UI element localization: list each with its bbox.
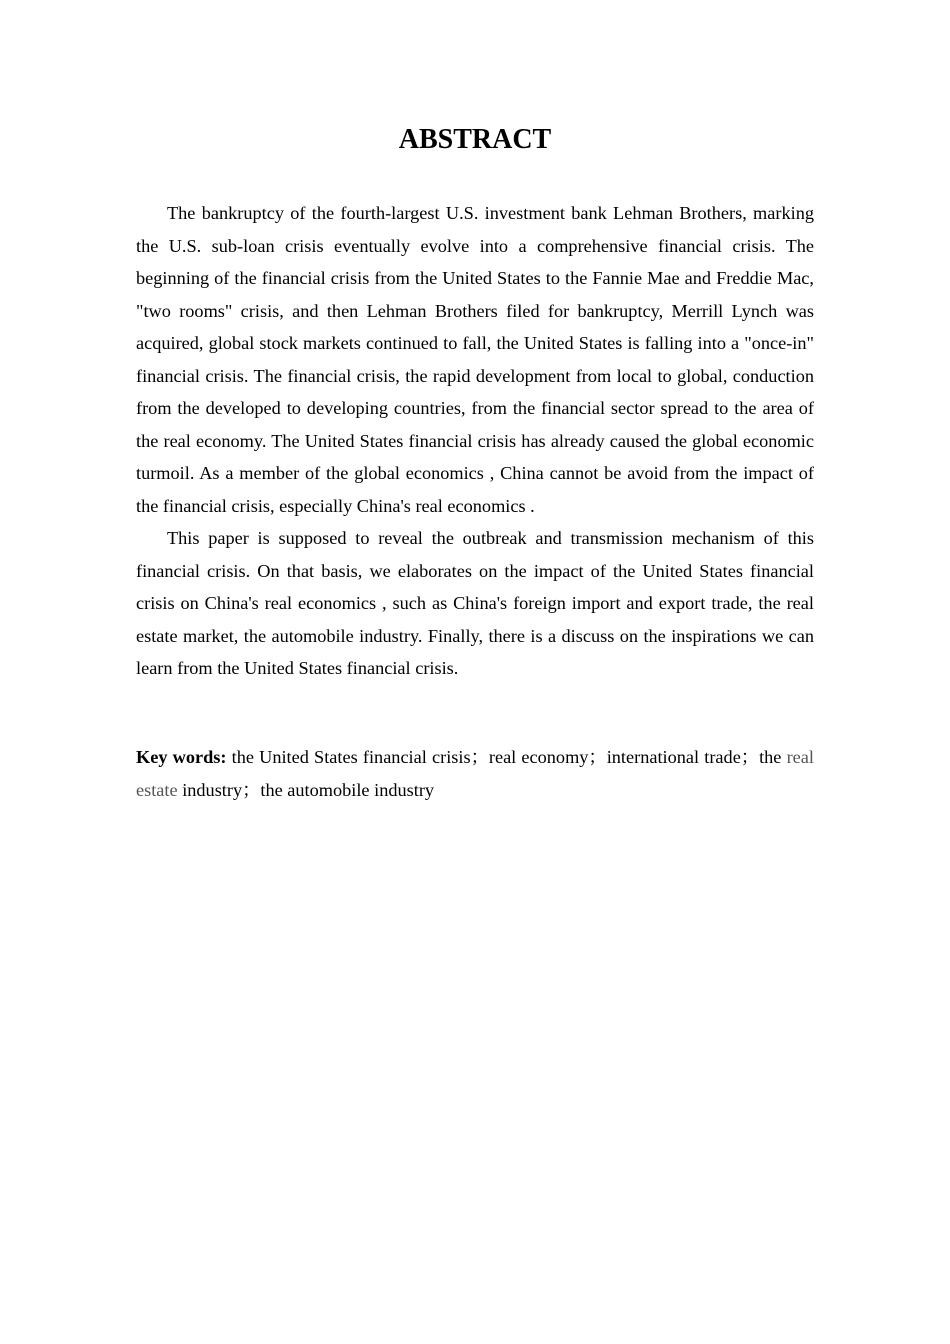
keywords-text-2: industry；the automobile industry bbox=[177, 779, 435, 800]
abstract-body bbox=[136, 197, 814, 685]
abstract-paragraph-1: The bankruptcy of the fourth-largest U.S. investment bank Lehman Brothers, marking the U.S. sub-loan crisis eventually evolve into a comprehensive financial crisis. The beginning of the financial crisis from the United States to the Fannie Mae and Freddie Mac, "two rooms" crisis, and then Lehman Brothers filed for bankruptcy, Merrill Lynch was acquired, global stock markets continued to fall, the United States is falling into a "once-in" financial crisis. The financial crisis, the rapid development from local to global, conduction from the developed to developing countries, from the financial sector spread to the area of the real economy. The United States financial crisis has already caused the global economic turmoil. As a member of the global economics , China cannot be avoid from the impact of the financial crisis, especially China's real economics . bbox=[136, 203, 814, 516]
keywords-text-muted: real estate bbox=[136, 747, 814, 800]
abstract-paragraph-2: This paper is supposed to reveal the outbreak and transmission mechanism of this financial crisis. On that basis, we elaborates on the impact of the United States financial crisis on China's real economics , such as China's foreign import and export trade, the real estate market, the automobile industry. Finally, there is a discuss on the inspirations we can learn from the United States financial crisis. bbox=[136, 528, 814, 678]
keywords-line bbox=[136, 741, 814, 806]
keywords-label: Key words: bbox=[136, 747, 227, 767]
abstract-title: ABSTRACT bbox=[398, 124, 552, 155]
keywords-text-1: the United States financial crisis；real economy；international trade；the bbox=[226, 747, 787, 767]
